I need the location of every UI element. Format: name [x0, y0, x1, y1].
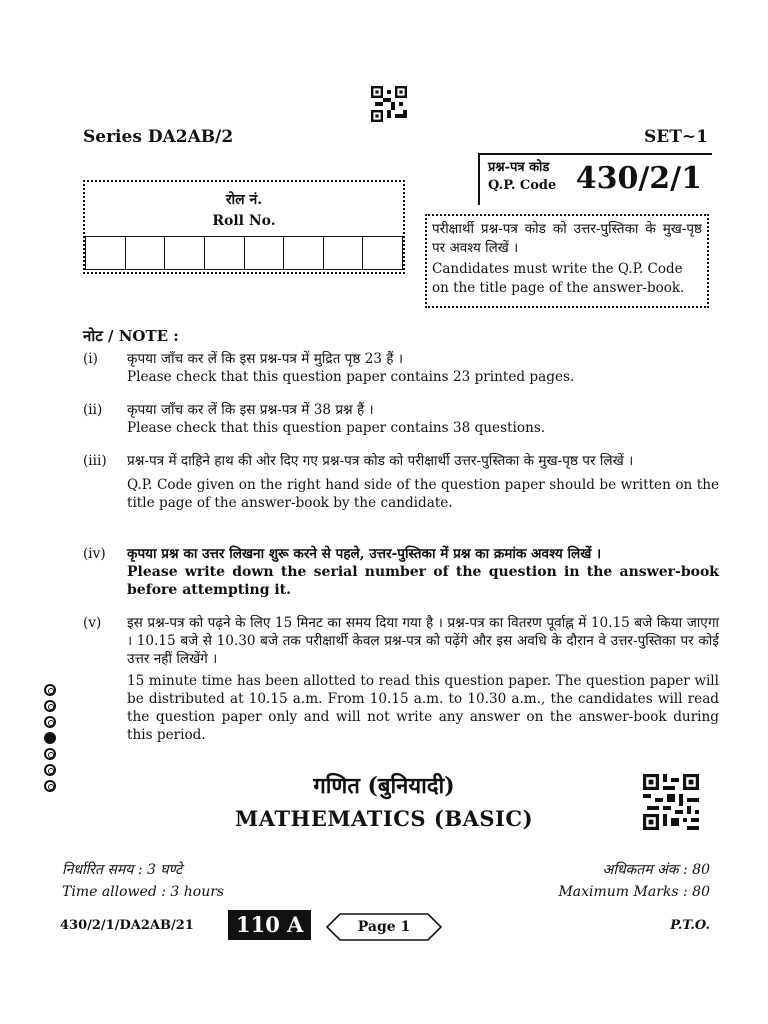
- top-qr-code: [371, 86, 407, 122]
- please-turn-over: P.T.O.: [670, 918, 710, 933]
- series-label: Series DA2AB/2: [83, 127, 234, 147]
- note-number: (v): [83, 615, 102, 631]
- roll-number-cell: [245, 236, 285, 270]
- note-item: [83, 614, 719, 744]
- note-text-en: Please check that this question paper contains 38 questions.: [127, 420, 546, 436]
- note-number: (iv): [83, 546, 106, 562]
- roll-number-cell: [363, 236, 403, 270]
- roll-number-cells: [85, 236, 403, 269]
- circle-mark-filled: [44, 732, 56, 744]
- qp-code-label-en: Q.P. Code: [488, 178, 557, 193]
- note-text-en: 15 minute time has been allotted to read this question paper. The question paper will be distributed at 10.15 a.m. From 10.15 a.m. to 10.30 a.m., the candidates will read the question paper only and will not write any answer on the answer-book during this period.: [127, 673, 719, 743]
- circle-mark: [44, 700, 56, 712]
- qp-code-box: [478, 153, 712, 205]
- note-text-hi: कृपया प्रश्न का उत्तर लिखना शुरू करने से पहले, उत्तर-पुस्तिका में प्रश्न का क्रमांक अवश्य लिखें ।: [127, 546, 602, 562]
- max-marks-hi: अधिकतम अंक : 80: [602, 862, 710, 878]
- qp-code-value: 430/2/1: [575, 161, 702, 196]
- circle-mark: [44, 716, 56, 728]
- time-allowed-hi: निर्धारित समय : 3 घण्टे: [62, 862, 183, 878]
- note-text-hi: इस प्रश्न-पत्र को पढ़ने के लिए 15 मिनट का समय दिया गया है । प्रश्न-पत्र का वितरण पूर्वाह्न में 10.15 बजे किया जाएगा । 10.15 बजे से 10.30 बजे तक परीक्षार्थी केवल प्रश्न-पत्र को पढ़ेंगे और इस अवधि के दौरान वे उत्तर-पुस्तिका पर कोई उत्तर नहीं लिखेंगे ।: [127, 615, 719, 667]
- circle-mark: [44, 748, 56, 760]
- note-number: (iii): [83, 453, 107, 469]
- subject-title-en: MATHEMATICS (BASIC): [234, 806, 533, 831]
- qp-code-label-hi: प्रश्न-पत्र कोड: [488, 160, 550, 175]
- candidate-instruction-en: Candidates must write the Q.P. Code on the title page of the answer-book.: [432, 261, 685, 296]
- candidate-instruction-hi: परीक्षार्थी प्रश्न-पत्र कोड को उत्तर-पुस्तिका के मुख-पृष्ठ पर अवश्य लिखें ।: [432, 221, 702, 256]
- roll-number-cell: [85, 236, 126, 270]
- note-text-en: Please write down the serial number of the question in the answer-book before attempting it.: [127, 564, 719, 598]
- qp-code-label: [488, 159, 556, 195]
- note-heading: नोट / NOTE :: [83, 327, 179, 345]
- note-item: [83, 350, 719, 386]
- note-item: [83, 452, 719, 512]
- roll-number-cell: [324, 236, 364, 270]
- subject-qr-code: [643, 774, 699, 830]
- max-marks-en: Maximum Marks : 80: [558, 884, 710, 900]
- roll-number-cell: [165, 236, 205, 270]
- note-item: [83, 545, 719, 599]
- roll-number-cell: [126, 236, 166, 270]
- paper-code-footer: 430/2/1/DA2AB/21: [60, 918, 194, 933]
- note-text-hi: कृपया जाँच कर लें कि इस प्रश्न-पत्र में 38 प्रश्न हैं ।: [127, 402, 374, 418]
- page-number-badge: [326, 913, 442, 941]
- roll-number-box: [83, 180, 405, 274]
- time-allowed-en: Time allowed : 3 hours: [62, 884, 225, 900]
- note-text-hi: कृपया जाँच कर लें कि इस प्रश्न-पत्र में मुद्रित पृष्ठ 23 हैं ।: [127, 351, 404, 367]
- set-code-badge: 110 A: [228, 910, 311, 940]
- roll-number-cell: [205, 236, 245, 270]
- note-text-en: Q.P. Code given on the right hand side of the question paper should be written on the title page of the answer-book by the candidate.: [127, 477, 719, 511]
- subject-title-hi: गणित (बुनियादी): [313, 773, 455, 799]
- roll-label-en: Roll No.: [212, 213, 276, 229]
- note-number: (ii): [83, 402, 103, 418]
- roll-number-cell: [284, 236, 324, 270]
- note-text-hi: प्रश्न-पत्र में दाहिने हाथ की ओर दिए गए प्रश्न-पत्र कोड को परीक्षार्थी उत्तर-पुस्तिका के मुख-पृष्ठ पर लिखें ।: [127, 453, 634, 469]
- set-label: SET~1: [644, 127, 708, 147]
- page-number-text: Page 1: [357, 919, 411, 935]
- candidate-instruction-box: [425, 214, 709, 308]
- note-number: (i): [83, 351, 98, 367]
- circle-mark: [44, 684, 56, 696]
- note-item: [83, 401, 719, 437]
- roll-label-hi: रोल नं.: [225, 192, 263, 208]
- note-text-en: Please check that this question paper contains 23 printed pages.: [127, 369, 575, 385]
